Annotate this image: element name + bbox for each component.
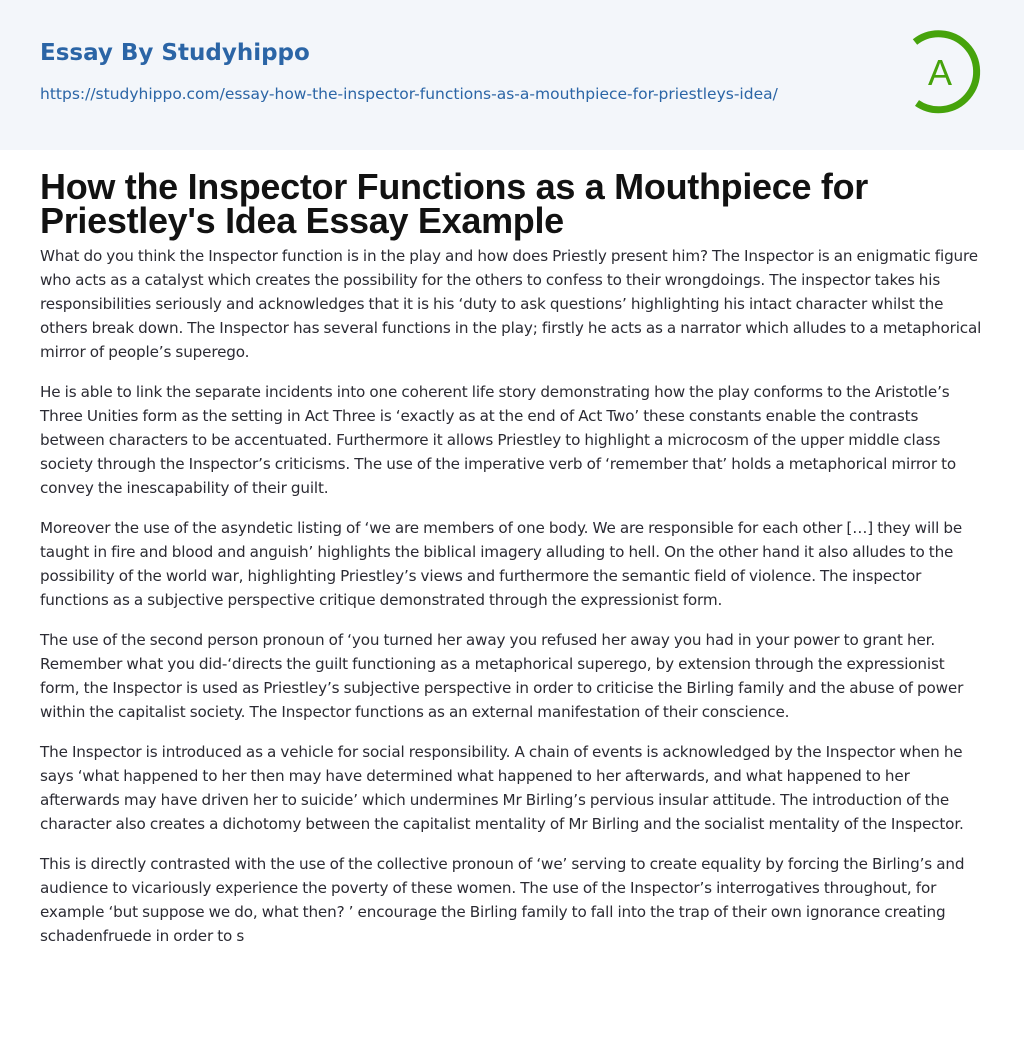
article-body	[40, 244, 984, 948]
paragraph: Moreover the use of the asyndetic listing of ‘we are members of one body. We are responsible for each other […] they will be taught in fire and blood and anguish’ highlights the biblical imagery alluding to hell. On the other hand it also alludes to the possibility of the world war, highlighting Priestley’s views and furthermore the semantic field of violence. The inspector functions as a subjective perspective critique demonstrated through the expressionist form.	[40, 519, 963, 609]
page-title: How the Inspector Functions as a Mouthpiece for Priestley's Idea Essay Example	[40, 166, 868, 241]
site-brand[interactable]: Essay By Studyhippo	[40, 40, 310, 66]
paragraph: What do you think the Inspector function is in the play and how does Priestly present him? The Inspector is an enigmatic figure who acts as a catalyst which creates the possibility for the others to confess to their wrongdoings. The inspector takes his responsibilities seriously and acknowledges that it is his ‘duty to ask questions’ highlighting his intact character whilst the others break down. The Inspector has several functions in the play; firstly he acts as a narrator which alludes to a metaphorical mirror of people’s superego.	[40, 247, 982, 361]
studyhippo-logo-icon[interactable]	[905, 28, 989, 116]
logo-letter: A	[927, 52, 953, 93]
paragraph: The use of the second person pronoun of ‘you turned her away you refused her away you had in your power to grant her. Remember what you did-‘directs the guilt functioning as a metaphorical superego, by extension through the expressionist form, the Inspector is used as Priestley’s subjective perspective in order to criticise the Birling family and the abuse of power within the capitalist society. The Inspector functions as an external manifestation of their conscience.	[40, 631, 964, 721]
essay-url-link[interactable]: https://studyhippo.com/essay-how-the-inspector-functions-as-a-mouthpiece-for-priestleys-idea/	[40, 85, 778, 103]
paragraph: This is directly contrasted with the use of the collective pronoun of ‘we’ serving to create equality by forcing the Birling’s and audience to vicariously experience the poverty of these women. The use of the Inspector’s interrogatives throughout, for example ‘but suppose we do, what then? ’ encourage the Birling family to fall into the trap of their own ignorance creating schadenfruede in order to s	[40, 855, 965, 945]
article	[0, 150, 1024, 948]
site-header	[0, 0, 1024, 150]
paragraph: The Inspector is introduced as a vehicle for social responsibility. A chain of events is acknowledged by the Inspector when he says ‘what happened to her then may have determined what happened to her afterwards, and what happened to her afterwards may have driven her to suicide’ which undermines Mr Birling’s pervious insular attitude. The introduction of the character also creates a dichotomy between the capitalist mentality of Mr Birling and the socialist mentality of the Inspector.	[40, 743, 964, 833]
paragraph: He is able to link the separate incidents into one coherent life story demonstrating how the play conforms to the Aristotle’s Three Unities form as the setting in Act Three is ‘exactly as at the end of Act Two’ these constants enable the contrasts between characters to be accentuated. Furthermore it allows Priestley to highlight a microcosm of the upper middle class society through the Inspector’s criticisms. The use of the imperative verb of ‘remember that’ holds a metaphorical mirror to convey the inescapability of their guilt.	[40, 383, 957, 497]
